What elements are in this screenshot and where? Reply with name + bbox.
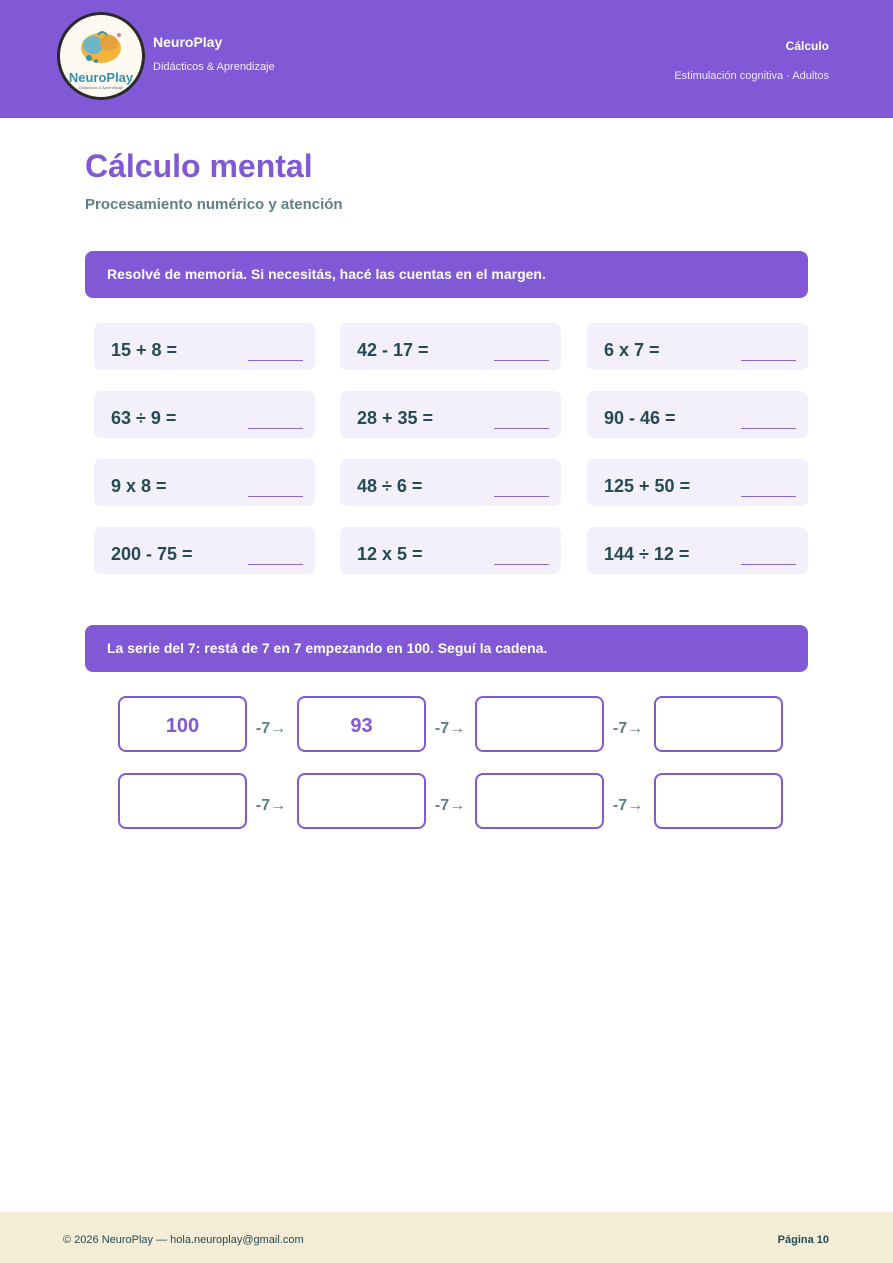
series-value-box: 100 <box>118 696 247 752</box>
operation-text: 125 + 50 = <box>604 476 691 496</box>
exercise2-instruction: La serie del 7: restá de 7 en 7 empezando en 100. Seguí la cadena. <box>85 625 808 672</box>
answer-line[interactable] <box>494 564 549 565</box>
operation-card <box>587 323 808 370</box>
step-arrow-label: -7→ <box>612 797 644 814</box>
operation-text: 144 ÷ 12 = <box>604 544 690 564</box>
page-header <box>0 0 893 118</box>
operation-text: 63 ÷ 9 = <box>111 408 177 428</box>
answer-line[interactable] <box>494 496 549 497</box>
series-value-box: 93 <box>297 696 426 752</box>
answer-line[interactable] <box>248 428 303 429</box>
step-arrow-label: -7→ <box>255 720 287 737</box>
operation-text: 28 + 35 = <box>357 408 434 428</box>
series-answer-box[interactable] <box>654 696 783 752</box>
operation-card <box>340 391 561 438</box>
brand-logo <box>57 12 145 100</box>
brand-name: NeuroPlay <box>153 34 223 50</box>
series-answer-box[interactable] <box>475 773 604 829</box>
answer-line[interactable] <box>741 360 796 361</box>
operation-card <box>94 323 315 370</box>
series-answer-box[interactable] <box>297 773 426 829</box>
operation-card <box>94 391 315 438</box>
page-subtitle: Procesamiento numérico y atención <box>85 196 343 213</box>
operation-card <box>340 459 561 506</box>
operation-text: 90 - 46 = <box>604 408 676 428</box>
step-arrow-label: -7→ <box>434 797 466 814</box>
brand-tagline: Didácticos & Aprendizaje <box>153 61 275 73</box>
operation-card <box>587 459 808 506</box>
operation-text: 12 x 5 = <box>357 544 423 564</box>
operation-card <box>587 391 808 438</box>
operation-card <box>340 323 561 370</box>
answer-line[interactable] <box>741 564 796 565</box>
step-arrow-label: -7→ <box>434 720 466 737</box>
logo-wordmark: NeuroPlay <box>68 70 134 85</box>
page-footer <box>0 1212 893 1263</box>
section-title: Cálculo <box>785 39 829 53</box>
answer-line[interactable] <box>741 428 796 429</box>
operation-card <box>340 527 561 574</box>
page-number: Página 10 <box>777 1234 829 1246</box>
answer-line[interactable] <box>248 360 303 361</box>
operation-card <box>94 527 315 574</box>
operation-text: 200 - 75 = <box>111 544 193 564</box>
footer-copyright: © 2026 NeuroPlay — hola.neuroplay@gmail.com <box>63 1234 304 1246</box>
operation-text: 6 x 7 = <box>604 340 660 360</box>
step-arrow-label: -7→ <box>255 797 287 814</box>
section-subtitle: Estimulación cognitiva · Adultos <box>674 70 829 82</box>
series-answer-box[interactable] <box>118 773 247 829</box>
operation-text: 48 ÷ 6 = <box>357 476 423 496</box>
series-answer-box[interactable] <box>654 773 783 829</box>
answer-line[interactable] <box>248 496 303 497</box>
operation-card <box>587 527 808 574</box>
operation-card <box>94 459 315 506</box>
exercise1-instruction: Resolvé de memoria. Si necesitás, hacé las cuentas en el margen. <box>85 251 808 298</box>
answer-line[interactable] <box>248 564 303 565</box>
step-arrow-label: -7→ <box>612 720 644 737</box>
answer-line[interactable] <box>741 496 796 497</box>
answer-line[interactable] <box>494 428 549 429</box>
page-title: Cálculo mental <box>85 148 313 184</box>
operation-text: 9 x 8 = <box>111 476 167 496</box>
logo-subtext: Didácticos & Aprendizaje <box>78 85 124 90</box>
answer-line[interactable] <box>494 360 549 361</box>
operation-text: 15 + 8 = <box>111 340 178 360</box>
series-answer-box[interactable] <box>475 696 604 752</box>
operation-text: 42 - 17 = <box>357 340 429 360</box>
